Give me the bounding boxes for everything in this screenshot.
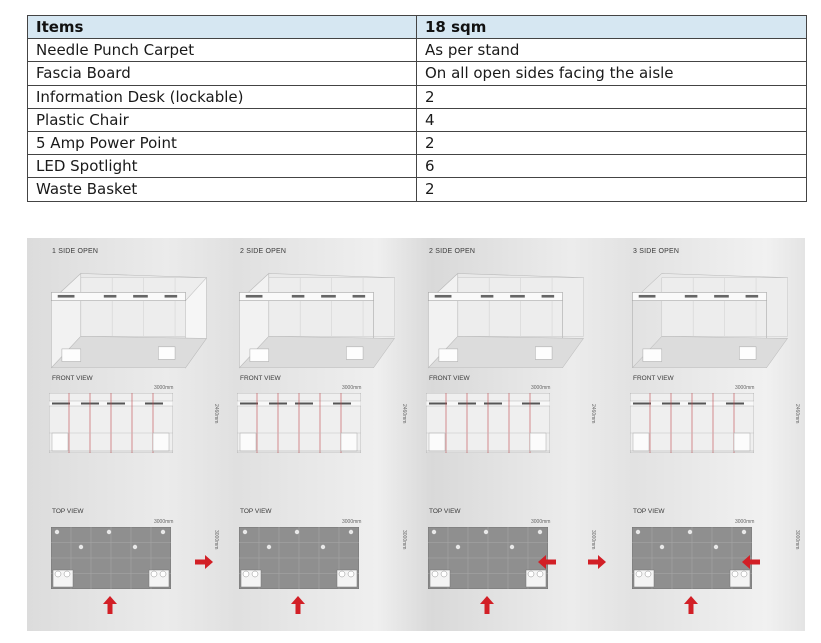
arrow-up-icon (103, 596, 117, 619)
table-row (28, 155, 807, 178)
top-view-drawing (239, 527, 359, 594)
front-height-dim: 2460mm (794, 404, 800, 424)
item-cell: Needle Punch Carpet (28, 39, 417, 62)
front-view-drawing (49, 393, 173, 458)
table-header-row (28, 16, 807, 39)
top-depth-dim: 3000mm (590, 530, 596, 550)
arrow-right-icon (195, 555, 213, 574)
arrow-left-icon (538, 555, 556, 574)
booth-3d-render (45, 263, 215, 378)
top-view-drawing (632, 527, 752, 594)
front-width-dim: 3000mm (154, 385, 174, 391)
booth-title: 2 SIDE OPEN (240, 248, 287, 255)
table-row (28, 39, 807, 62)
top-view-drawing (51, 527, 171, 594)
front-view-label: FRONT VIEW (633, 375, 674, 382)
top-view-label: TOP VIEW (240, 508, 272, 515)
booth-column (27, 238, 217, 631)
booth-3d-render (422, 263, 592, 378)
specification-table (27, 15, 807, 202)
item-cell: Waste Basket (28, 178, 417, 201)
item-cell: Plastic Chair (28, 108, 417, 131)
top-view-label: TOP VIEW (633, 508, 665, 515)
front-view-drawing (426, 393, 550, 458)
booth-3d-render (626, 263, 796, 378)
front-view-label: FRONT VIEW (429, 375, 470, 382)
table-row (28, 178, 807, 201)
top-view-label: TOP VIEW (52, 508, 84, 515)
front-view-drawing (630, 393, 754, 458)
arrow-up-icon (291, 596, 305, 619)
top-depth-dim: 3000mm (401, 530, 407, 550)
front-height-dim: 2460mm (401, 404, 407, 424)
booth-column (404, 238, 594, 631)
item-cell: Information Desk (lockable) (28, 85, 417, 108)
value-cell: As per stand (417, 39, 807, 62)
arrow-right-icon (588, 555, 606, 574)
table-row (28, 62, 807, 85)
top-width-dim: 3000mm (735, 519, 755, 525)
value-cell: 4 (417, 108, 807, 131)
item-cell: 5 Amp Power Point (28, 131, 417, 154)
item-cell: LED Spotlight (28, 155, 417, 178)
front-view-label: FRONT VIEW (52, 375, 93, 382)
top-view-drawing (428, 527, 548, 594)
front-width-dim: 3000mm (735, 385, 755, 391)
header-items: Items (28, 16, 417, 39)
value-cell: 2 (417, 85, 807, 108)
front-width-dim: 3000mm (531, 385, 551, 391)
top-width-dim: 3000mm (531, 519, 551, 525)
booth-column (608, 238, 798, 631)
booth-column (215, 238, 405, 631)
arrow-up-icon (480, 596, 494, 619)
booth-layout-image (27, 238, 805, 631)
value-cell: 2 (417, 178, 807, 201)
value-cell: 2 (417, 131, 807, 154)
front-width-dim: 3000mm (342, 385, 362, 391)
booth-title: 2 SIDE OPEN (429, 248, 476, 255)
top-depth-dim: 3000mm (213, 530, 219, 550)
top-view-label: TOP VIEW (429, 508, 461, 515)
value-cell: On all open sides facing the aisle (417, 62, 807, 85)
arrow-left-icon (742, 555, 760, 574)
top-depth-dim: 3000mm (794, 530, 800, 550)
booth-title: 3 SIDE OPEN (633, 248, 680, 255)
booth-title: 1 SIDE OPEN (52, 248, 99, 255)
item-cell: Fascia Board (28, 62, 417, 85)
arrow-up-icon (684, 596, 698, 619)
front-height-dim: 2460mm (213, 404, 219, 424)
front-view-label: FRONT VIEW (240, 375, 281, 382)
table-row (28, 85, 807, 108)
table-row (28, 131, 807, 154)
table-row (28, 108, 807, 131)
value-cell: 6 (417, 155, 807, 178)
front-height-dim: 2460mm (590, 404, 596, 424)
booth-3d-render (233, 263, 403, 378)
header-size: 18 sqm (417, 16, 807, 39)
top-width-dim: 3000mm (154, 519, 174, 525)
top-width-dim: 3000mm (342, 519, 362, 525)
front-view-drawing (237, 393, 361, 458)
